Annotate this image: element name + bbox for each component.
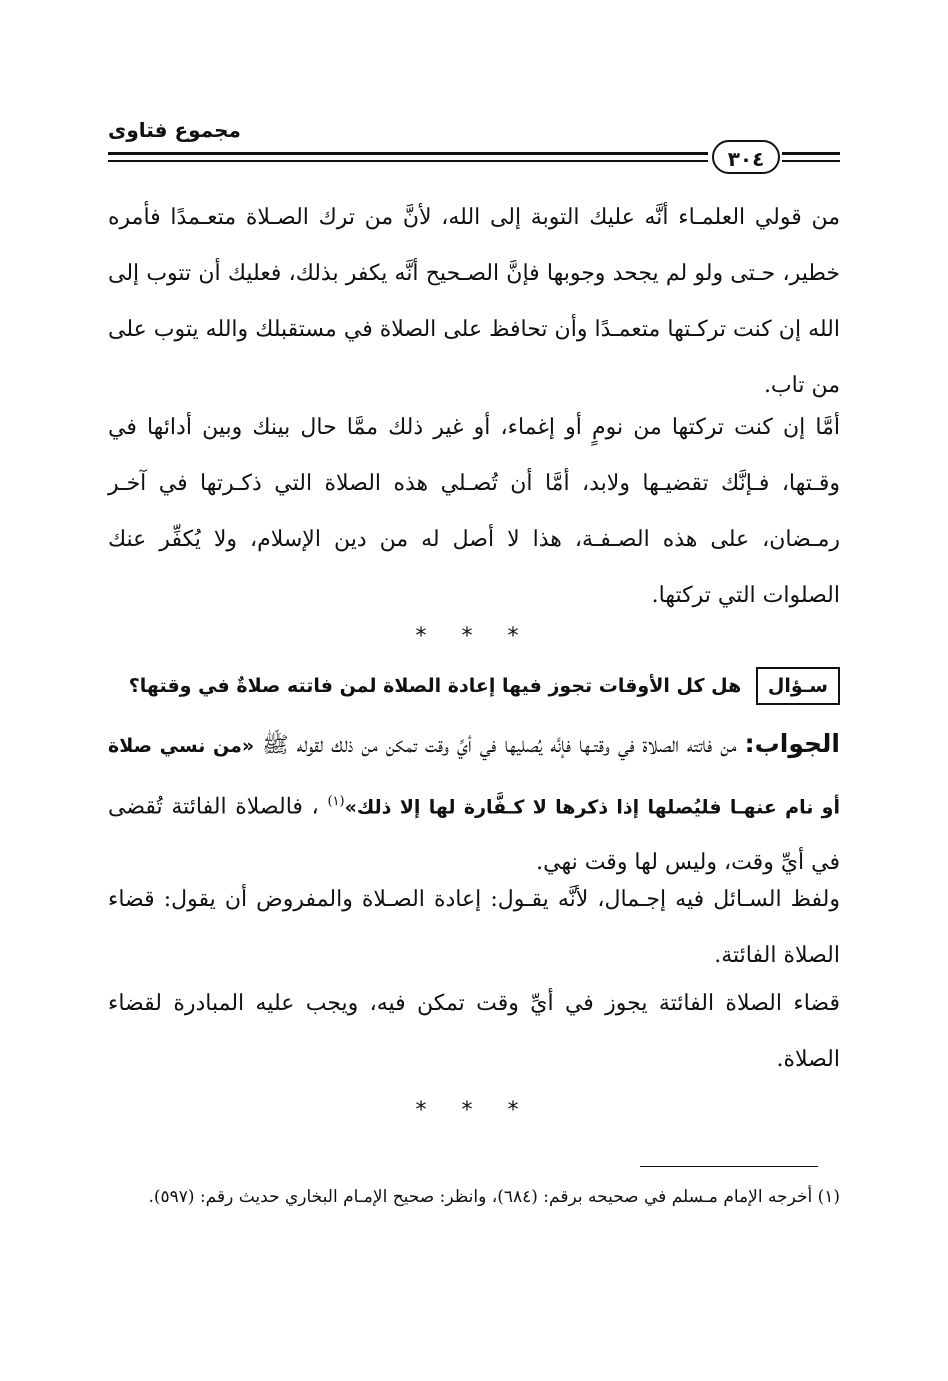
paragraph-1: من قولي العلمـاء أنَّه عليك التوبة إلى الله، لأنَّ من ترك الصـلاة متعـمدًا فأمره خطير، حـتى ولو لم يجحد وجوبها فإنَّ الصـحيح أنَّه يكفر بذلك، فعليك أن تتوب إلى الله إن كنت تركـتها متعمـدًا وأن تحافظ على الصلاة في مستقبلك والله يتوب على من تاب.: [108, 205, 840, 398]
answer-conclusion: ، فالصلاة الفائتة تُقضى في أيِّ وقت، وليس لها وقت نهي.: [108, 794, 840, 876]
footnote-text: (١) أخرجه الإمام مـسلم في صحيحه برقم: (٦٨٤)، وانظر: صحيح الإمـام البخاري حديث رقم: (٥٩٧).: [148, 1187, 840, 1207]
paragraph-4: قضاء الصلاة الفائتة يجوز في أيِّ وقت تمكن فيه، ويجب عليه المبادرة لقضاء الصلاة.: [108, 991, 840, 1072]
running-header-title: مجموع فتاوى: [108, 118, 241, 142]
question-label: سـؤال: [756, 667, 840, 705]
paragraph-2: أمَّا إن كنت تركتها من نومٍ أو إغماء، أو غير ذلك ممَّا حال بينك وبين أدائها في وقـتها، فـإنَّك تقضيـها ولابد، أمَّا أن تُصـلي هذه الصلاة التي ذكـرتها في آخـر رمـضان، على هذه الصـفـة، هذا لا أصل له من دين الإسلام، ولا يُكفِّر عنك الصلوات التي تركتها.: [108, 415, 840, 608]
header-rule-bottom: [108, 160, 708, 162]
footnote-reference[interactable]: (١): [327, 794, 345, 809]
footnote-rule: [640, 1166, 818, 1167]
page-number-badge: ٣٠٤: [712, 140, 780, 174]
header-rule-right-bottom: [782, 160, 840, 162]
header-rule-top: [108, 152, 708, 155]
section-separator-end: * * *: [415, 1098, 533, 1123]
answer-label: الجواب:: [744, 729, 840, 758]
section-separator: * * *: [415, 624, 533, 649]
question-text: هل كل الأوقات تجوز فيها إعادة الصلاة لمن فاتته صلاةٌ في وقتها؟: [128, 675, 742, 697]
paragraph-3: ولفظ السـائل فيه إجـمال، لأنَّه يقـول: إعادة الصـلاة والمفروض أن يقول: قضاء الصلاة الفائتة.: [108, 887, 840, 968]
hadith-quote: «من نسي صلاة أو نام عنهـا فليُصلها إذا ذكرها لا كـفَّارة لها إلا ذلك»: [108, 735, 841, 819]
header-rule-right-top: [782, 152, 840, 155]
question-line: [108, 666, 840, 706]
answer-intro: من فاتته الصلاة في وقتـها فإنَّه يُصليها في أيِّ وقت تمكن من ذلك لقوله ﷺ: [262, 733, 737, 758]
answer-paragraph: [108, 716, 840, 891]
